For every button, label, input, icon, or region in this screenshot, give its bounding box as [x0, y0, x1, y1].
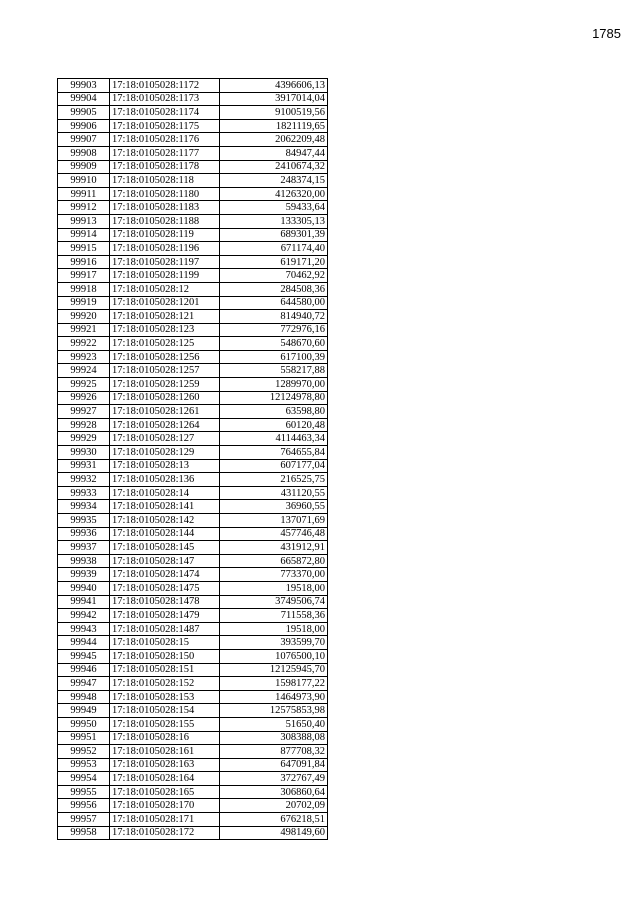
table-row [58, 514, 328, 528]
row-number-cell: 99911 [58, 187, 110, 201]
table-row [58, 622, 328, 636]
row-number-cell: 99954 [58, 772, 110, 786]
value-cell: 676218,51 [220, 813, 328, 827]
cadastral-number-cell: 17:18:0105028:129 [110, 446, 220, 460]
table-row [58, 296, 328, 310]
table-row [58, 568, 328, 582]
row-number-cell: 99950 [58, 717, 110, 731]
value-cell: 671174,40 [220, 242, 328, 256]
cadastral-number-cell: 17:18:0105028:1487 [110, 622, 220, 636]
value-cell: 617100,39 [220, 350, 328, 364]
cadastral-number-cell: 17:18:0105028:136 [110, 473, 220, 487]
value-cell: 12575853,98 [220, 704, 328, 718]
table-row [58, 255, 328, 269]
value-cell: 619171,20 [220, 255, 328, 269]
value-cell: 19518,00 [220, 581, 328, 595]
cadastral-number-cell: 17:18:0105028:123 [110, 323, 220, 337]
cadastral-number-cell: 17:18:0105028:1174 [110, 106, 220, 120]
row-number-cell: 99906 [58, 119, 110, 133]
cadastral-number-cell: 17:18:0105028:1259 [110, 378, 220, 392]
table-row [58, 813, 328, 827]
value-cell: 689301,39 [220, 228, 328, 242]
cadastral-number-cell: 17:18:0105028:161 [110, 745, 220, 759]
row-number-cell: 99936 [58, 527, 110, 541]
table-row [58, 228, 328, 242]
row-number-cell: 99956 [58, 799, 110, 813]
row-number-cell: 99955 [58, 785, 110, 799]
row-number-cell: 99924 [58, 364, 110, 378]
row-number-cell: 99918 [58, 282, 110, 296]
row-number-cell: 99934 [58, 500, 110, 514]
value-cell: 4114463,34 [220, 432, 328, 446]
cadastral-number-cell: 17:18:0105028:1172 [110, 79, 220, 93]
table-row [58, 119, 328, 133]
row-number-cell: 99930 [58, 446, 110, 460]
value-cell: 12125945,70 [220, 663, 328, 677]
row-number-cell: 99933 [58, 486, 110, 500]
value-cell: 20702,09 [220, 799, 328, 813]
table-body [58, 79, 328, 840]
value-cell: 51650,40 [220, 717, 328, 731]
row-number-cell: 99958 [58, 826, 110, 840]
value-cell: 3917014,04 [220, 92, 328, 106]
table-row [58, 704, 328, 718]
cadastral-number-cell: 17:18:0105028:1475 [110, 581, 220, 595]
cadastral-number-cell: 17:18:0105028:1261 [110, 405, 220, 419]
cadastral-number-cell: 17:18:0105028:163 [110, 758, 220, 772]
table-row [58, 146, 328, 160]
row-number-cell: 99922 [58, 337, 110, 351]
row-number-cell: 99926 [58, 391, 110, 405]
cadastral-number-cell: 17:18:0105028:1178 [110, 160, 220, 174]
cadastral-number-cell: 17:18:0105028:1173 [110, 92, 220, 106]
cadastral-number-cell: 17:18:0105028:127 [110, 432, 220, 446]
cadastral-number-cell: 17:18:0105028:1478 [110, 595, 220, 609]
cadastral-number-cell: 17:18:0105028:125 [110, 337, 220, 351]
value-cell: 84947,44 [220, 146, 328, 160]
table-row [58, 663, 328, 677]
value-cell: 1076500,10 [220, 649, 328, 663]
table-row [58, 214, 328, 228]
value-cell: 1289970,00 [220, 378, 328, 392]
table-row [58, 541, 328, 555]
table-row [58, 745, 328, 759]
cadastral-number-cell: 17:18:0105028:1264 [110, 418, 220, 432]
cadastral-number-cell: 17:18:0105028:118 [110, 174, 220, 188]
table-row [58, 717, 328, 731]
value-cell: 498149,60 [220, 826, 328, 840]
cadastral-number-cell: 17:18:0105028:164 [110, 772, 220, 786]
value-cell: 133305,13 [220, 214, 328, 228]
table-row [58, 473, 328, 487]
row-number-cell: 99947 [58, 677, 110, 691]
table-row [58, 649, 328, 663]
row-number-cell: 99917 [58, 269, 110, 283]
value-cell: 308388,08 [220, 731, 328, 745]
row-number-cell: 99928 [58, 418, 110, 432]
row-number-cell: 99941 [58, 595, 110, 609]
cadastral-number-cell: 17:18:0105028:141 [110, 500, 220, 514]
value-cell: 814940,72 [220, 310, 328, 324]
cadastral-number-cell: 17:18:0105028:121 [110, 310, 220, 324]
cadastral-number-cell: 17:18:0105028:170 [110, 799, 220, 813]
value-cell: 60120,48 [220, 418, 328, 432]
table-row [58, 500, 328, 514]
cadastral-number-cell: 17:18:0105028:154 [110, 704, 220, 718]
row-number-cell: 99938 [58, 554, 110, 568]
value-cell: 772976,16 [220, 323, 328, 337]
cadastral-number-cell: 17:18:0105028:15 [110, 636, 220, 650]
cadastral-number-cell: 17:18:0105028:1180 [110, 187, 220, 201]
row-number-cell: 99939 [58, 568, 110, 582]
table-row [58, 459, 328, 473]
cadastral-number-cell: 17:18:0105028:142 [110, 514, 220, 528]
cadastral-number-cell: 17:18:0105028:171 [110, 813, 220, 827]
row-number-cell: 99935 [58, 514, 110, 528]
table-row [58, 201, 328, 215]
row-number-cell: 99903 [58, 79, 110, 93]
value-cell: 2410674,32 [220, 160, 328, 174]
cadastral-number-cell: 17:18:0105028:151 [110, 663, 220, 677]
cadastral-number-cell: 17:18:0105028:1479 [110, 609, 220, 623]
row-number-cell: 99927 [58, 405, 110, 419]
cadastral-number-cell: 17:18:0105028:1257 [110, 364, 220, 378]
value-cell: 36960,55 [220, 500, 328, 514]
table-row [58, 350, 328, 364]
table-row [58, 160, 328, 174]
row-number-cell: 99946 [58, 663, 110, 677]
cadastral-number-cell: 17:18:0105028:172 [110, 826, 220, 840]
value-cell: 558217,88 [220, 364, 328, 378]
cadastral-number-cell: 17:18:0105028:12 [110, 282, 220, 296]
value-cell: 711558,36 [220, 609, 328, 623]
row-number-cell: 99940 [58, 581, 110, 595]
table-row [58, 690, 328, 704]
row-number-cell: 99914 [58, 228, 110, 242]
cadastral-number-cell: 17:18:0105028:144 [110, 527, 220, 541]
table-row [58, 595, 328, 609]
value-cell: 773370,00 [220, 568, 328, 582]
row-number-cell: 99929 [58, 432, 110, 446]
table-row [58, 758, 328, 772]
table-row [58, 92, 328, 106]
table-row [58, 310, 328, 324]
value-cell: 548670,60 [220, 337, 328, 351]
table-row [58, 554, 328, 568]
table-row [58, 677, 328, 691]
cadastral-number-cell: 17:18:0105028:1196 [110, 242, 220, 256]
row-number-cell: 99925 [58, 378, 110, 392]
value-cell: 1598177,22 [220, 677, 328, 691]
table-row [58, 133, 328, 147]
table-row [58, 418, 328, 432]
value-cell: 12124978,80 [220, 391, 328, 405]
cadastral-number-cell: 17:18:0105028:1188 [110, 214, 220, 228]
row-number-cell: 99912 [58, 201, 110, 215]
cadastral-number-cell: 17:18:0105028:1183 [110, 201, 220, 215]
row-number-cell: 99942 [58, 609, 110, 623]
value-cell: 63598,80 [220, 405, 328, 419]
value-cell: 877708,32 [220, 745, 328, 759]
row-number-cell: 99957 [58, 813, 110, 827]
table-row [58, 187, 328, 201]
value-cell: 372767,49 [220, 772, 328, 786]
value-cell: 59433,64 [220, 201, 328, 215]
value-cell: 431912,91 [220, 541, 328, 555]
value-cell: 137071,69 [220, 514, 328, 528]
row-number-cell: 99916 [58, 255, 110, 269]
table-row [58, 337, 328, 351]
table-row [58, 799, 328, 813]
row-number-cell: 99944 [58, 636, 110, 650]
value-cell: 1464973,90 [220, 690, 328, 704]
row-number-cell: 99909 [58, 160, 110, 174]
cadastral-number-cell: 17:18:0105028:1197 [110, 255, 220, 269]
table-row [58, 581, 328, 595]
row-number-cell: 99907 [58, 133, 110, 147]
cadastral-number-cell: 17:18:0105028:1199 [110, 269, 220, 283]
cadastral-number-cell: 17:18:0105028:165 [110, 785, 220, 799]
row-number-cell: 99945 [58, 649, 110, 663]
row-number-cell: 99943 [58, 622, 110, 636]
cadastral-number-cell: 17:18:0105028:153 [110, 690, 220, 704]
table-row [58, 323, 328, 337]
table-row [58, 772, 328, 786]
value-cell: 607177,04 [220, 459, 328, 473]
data-table [57, 78, 328, 840]
row-number-cell: 99923 [58, 350, 110, 364]
table-row [58, 527, 328, 541]
value-cell: 70462,92 [220, 269, 328, 283]
cadastral-number-cell: 17:18:0105028:147 [110, 554, 220, 568]
row-number-cell: 99931 [58, 459, 110, 473]
cadastral-number-cell: 17:18:0105028:1256 [110, 350, 220, 364]
value-cell: 1821119,65 [220, 119, 328, 133]
table-row [58, 79, 328, 93]
row-number-cell: 99919 [58, 296, 110, 310]
row-number-cell: 99908 [58, 146, 110, 160]
value-cell: 19518,00 [220, 622, 328, 636]
value-cell: 457746,48 [220, 527, 328, 541]
value-cell: 3749506,74 [220, 595, 328, 609]
value-cell: 4396606,13 [220, 79, 328, 93]
value-cell: 644580,00 [220, 296, 328, 310]
row-number-cell: 99921 [58, 323, 110, 337]
cadastral-number-cell: 17:18:0105028:155 [110, 717, 220, 731]
value-cell: 431120,55 [220, 486, 328, 500]
cadastral-number-cell: 17:18:0105028:1260 [110, 391, 220, 405]
cadastral-number-cell: 17:18:0105028:119 [110, 228, 220, 242]
value-cell: 647091,84 [220, 758, 328, 772]
row-number-cell: 99953 [58, 758, 110, 772]
table-row [58, 282, 328, 296]
value-cell: 306860,64 [220, 785, 328, 799]
table-row [58, 391, 328, 405]
table-row [58, 731, 328, 745]
row-number-cell: 99949 [58, 704, 110, 718]
cadastral-number-cell: 17:18:0105028:150 [110, 649, 220, 663]
row-number-cell: 99948 [58, 690, 110, 704]
table-row [58, 486, 328, 500]
cadastral-number-cell: 17:18:0105028:1176 [110, 133, 220, 147]
cadastral-number-cell: 17:18:0105028:13 [110, 459, 220, 473]
value-cell: 665872,80 [220, 554, 328, 568]
table-row [58, 174, 328, 188]
table-row [58, 826, 328, 840]
cadastral-number-cell: 17:18:0105028:1175 [110, 119, 220, 133]
value-cell: 284508,36 [220, 282, 328, 296]
cadastral-number-cell: 17:18:0105028:1177 [110, 146, 220, 160]
table-row [58, 242, 328, 256]
row-number-cell: 99910 [58, 174, 110, 188]
row-number-cell: 99937 [58, 541, 110, 555]
value-cell: 764655,84 [220, 446, 328, 460]
row-number-cell: 99951 [58, 731, 110, 745]
value-cell: 216525,75 [220, 473, 328, 487]
row-number-cell: 99920 [58, 310, 110, 324]
value-cell: 4126320,00 [220, 187, 328, 201]
value-cell: 2062209,48 [220, 133, 328, 147]
value-cell: 393599,70 [220, 636, 328, 650]
table-row [58, 446, 328, 460]
cadastral-number-cell: 17:18:0105028:152 [110, 677, 220, 691]
cadastral-number-cell: 17:18:0105028:145 [110, 541, 220, 555]
cadastral-number-cell: 17:18:0105028:14 [110, 486, 220, 500]
row-number-cell: 99932 [58, 473, 110, 487]
table-row [58, 364, 328, 378]
table-row [58, 106, 328, 120]
row-number-cell: 99905 [58, 106, 110, 120]
cadastral-number-cell: 17:18:0105028:16 [110, 731, 220, 745]
table-row [58, 636, 328, 650]
row-number-cell: 99904 [58, 92, 110, 106]
table-row [58, 269, 328, 283]
table-row [58, 785, 328, 799]
row-number-cell: 99913 [58, 214, 110, 228]
row-number-cell: 99952 [58, 745, 110, 759]
table-row [58, 609, 328, 623]
cadastral-number-cell: 17:18:0105028:1201 [110, 296, 220, 310]
cadastral-number-cell: 17:18:0105028:1474 [110, 568, 220, 582]
table-row [58, 378, 328, 392]
table-row [58, 432, 328, 446]
row-number-cell: 99915 [58, 242, 110, 256]
value-cell: 248374,15 [220, 174, 328, 188]
value-cell: 9100519,56 [220, 106, 328, 120]
table-row [58, 405, 328, 419]
page-number: 1785 [592, 26, 621, 41]
